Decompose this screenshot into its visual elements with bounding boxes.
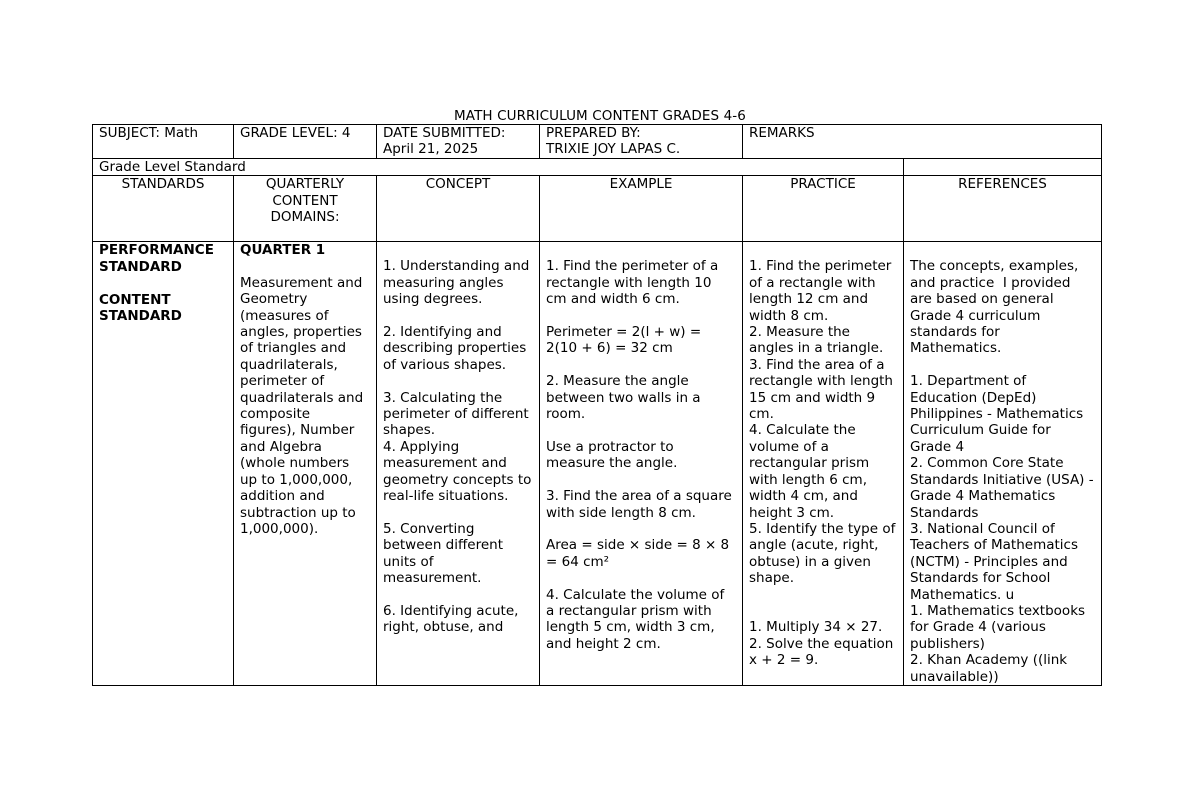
example-text: 1. Find the perimeter of a rectangle with length 10 cm and width 6 cm. Perimeter = 2(l + w) = 2(10 + 6) = 32 cm 2. Measure the angle between two walls in a room. Use a protractor to measure the angle. 3. Find the area of a square with side length 8 cm. Area = side × side = 8 × 8 = 64 cm² 4. Calculate the volume of a rectangular prism with length 5 cm, width 3 cm, and height 2 cm. [546,258,732,652]
date-submitted-cell [377,125,540,159]
curriculum-table [92,124,1102,686]
header-row [93,125,1102,159]
concept-cell [377,242,540,686]
example-cell [540,242,743,686]
prepared-label: PREPARED BY: [546,125,641,141]
document-title: MATH CURRICULUM CONTENT GRADES 4-6 [454,108,746,124]
quarterly-domains-cell [234,242,377,686]
col-practice: PRACTICE [743,176,904,242]
practice-text: 1. Find the perimeter of a rectangle with length 12 cm and width 8 cm. 2. Measure the angles in a triangle. 3. Find the area of a rectangle with length 15 cm and width 9 cm. 4. Calculate the volume of a rectangular prism with length 6 cm, width 4 cm, and height 3 cm. 5. Identify the type of angle (acute, right, obtuse) in a given shape. 1. Multiply 34 × 27. 2. Solve the equation x + 2 = 9. [749,258,896,669]
col-standards: STANDARDS [93,176,234,242]
practice-cell [743,242,904,686]
prepared-by-cell [540,125,743,159]
standards-text: PERFORMANCE STANDARD CONTENT STANDARD [99,242,214,325]
domains-text: Measurement and Geometry (measures of angles, properties of triangles and quadrilaterals, perimeter of quadrilaterals and composite figures), Number and Algebra (whole numbers up to 1,000,000, addition and subtraction up to 1,000,000). [240,274,364,537]
col-example: EXAMPLE [540,176,743,242]
grade-level-standard-row [93,159,1102,176]
col-quarterly-domains: QUARTERLY CONTENT DOMAINS: [234,176,377,242]
prepared-value: TRIXIE JOY LAPAS C. [546,141,681,158]
col-references: REFERENCES [904,176,1102,242]
grade-level-standard-empty [904,159,1102,176]
column-header-row [93,176,1102,242]
subject-cell: SUBJECT: Math [93,125,234,159]
references-cell [904,242,1102,686]
grade-level-standard-cell: Grade Level Standard [93,159,904,176]
content-row [93,242,1102,686]
standards-cell [93,242,234,686]
quarter-label: QUARTER 1 [240,242,326,259]
date-label: DATE SUBMITTED: [383,125,506,141]
remarks-cell: REMARKS [743,125,1102,159]
date-value: April 21, 2025 [383,141,479,158]
col-concept: CONCEPT [377,176,540,242]
grade-level-cell: GRADE LEVEL: 4 [234,125,377,159]
references-text: The concepts, examples, and practice I provided are based on general Grade 4 curriculum standards for Mathematics. 1. Department of Education (DepEd) Philippines - Mathematics Curriculum Guide for Grade 4 2. Common Core State Standards Initiative (USA) - Grade 4 Mathematics Standards 3. National Council of Teachers of Mathematics (NCTM) - Principles and Standards for School Mathematics. u 1. Mathematics textbooks for Grade 4 (various publishers) 2. Khan Academy ((link unavailable)) [910,258,1094,685]
concept-text: 1. Understanding and measuring angles using degrees. 2. Identifying and describing properties of various shapes. 3. Calculating the perimeter of different shapes. 4. Applying measurement and geometry concepts to real-life situations. 5. Converting between different units of measurement. 6. Identifying acute, right, obtuse, and [383,258,532,636]
